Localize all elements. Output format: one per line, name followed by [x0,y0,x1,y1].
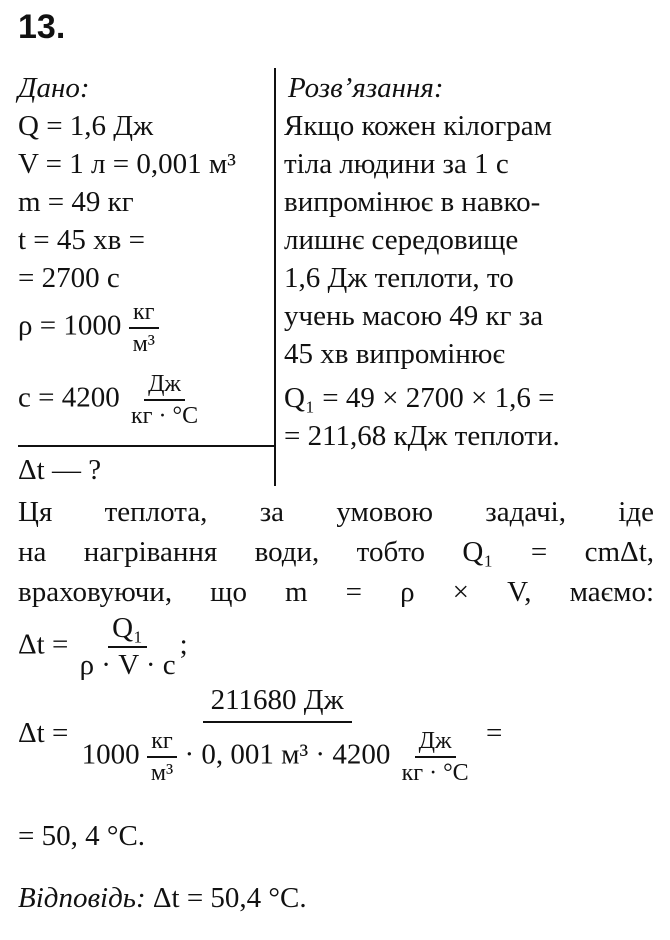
solution-line: = 211,68 кДж теплоти. [284,420,560,452]
problem-number: 13. [18,8,66,46]
solution-line: лишнє середовище [284,224,519,256]
given-line: t = 45 хв = [18,224,145,256]
divider-horizontal [18,445,274,447]
solution-heading: Розв’язання: [288,72,444,104]
formula-2 [18,686,502,785]
find-line: Δt — ? [18,454,102,486]
rho-den: м³ [132,331,155,357]
formula-2-tail: = [485,717,503,750]
formula-1-fraction [76,614,180,680]
body-line: Ця теплота, за умовою задачі, іде [18,496,654,528]
given-line: m = 49 кг [18,186,134,218]
answer-value: Δt = 50,4 °С. [152,882,307,914]
formula-1 [18,614,188,680]
solution-line: учень масою 49 кг за [284,300,544,332]
body-line: враховуючи, що m = ρ × V, маємо: [18,576,654,608]
given-line: V = 1 л = 0,001 м³ [18,148,236,180]
body-line: на нагрівання води, тобто Q₁ = cmΔt, [18,536,654,568]
result-line: = 50, 4 °С. [18,820,146,852]
den-frac-2-num: Дж [415,729,456,758]
c-num: Дж [144,372,185,401]
solution-line: тіла людини за 1 с [284,148,509,180]
formula-2-den [76,723,479,785]
given-rho [18,300,159,356]
formula-2-den-frac-2 [398,729,473,785]
solution-line: випромінює в навко- [284,186,541,218]
formula-2-lhs: Δt = [18,717,69,750]
solution-line: Якщо кожен кілограм [284,110,552,142]
formula-2-den-frac-1 [147,729,177,785]
formula-1-lhs: Δt = [18,628,69,661]
c-den: кг · °С [130,403,199,429]
formula-2-den-a: 1000 [81,738,140,771]
given-line: Q = 1,6 Дж [18,110,154,142]
formula-2-num: 211680 Дж [203,686,352,723]
c-fraction [127,372,202,428]
rho-fraction [129,300,159,356]
solution-line: 1,6 Дж теплоти, то [284,262,514,294]
formula-1-tail: ; [179,628,188,661]
den-frac-2-den: кг · °С [401,760,469,786]
solution-line: Q₁ = 49 × 2700 × 1,6 = [284,382,555,414]
formula-1-num: Q₁ [108,614,147,648]
formula-2-fraction [76,686,479,785]
formula-1-den: ρ · V · c [79,649,176,681]
given-c [18,372,202,428]
den-frac-1-den: м³ [150,760,174,786]
answer-label: Відповідь: [18,882,146,914]
formula-2-den-b: · 0, 001 м³ · 4200 [184,738,391,771]
given-line: = 2700 с [18,262,120,294]
solution-line: 45 хв випромінює [284,338,505,370]
rho-num: кг [129,300,159,329]
divider-vertical [274,68,276,486]
c-prefix: c = 4200 [18,381,120,414]
answer-line [18,880,307,916]
given-heading: Дано: [18,72,90,104]
rho-prefix: ρ = 1000 [18,309,122,342]
den-frac-1-num: кг [147,729,177,758]
